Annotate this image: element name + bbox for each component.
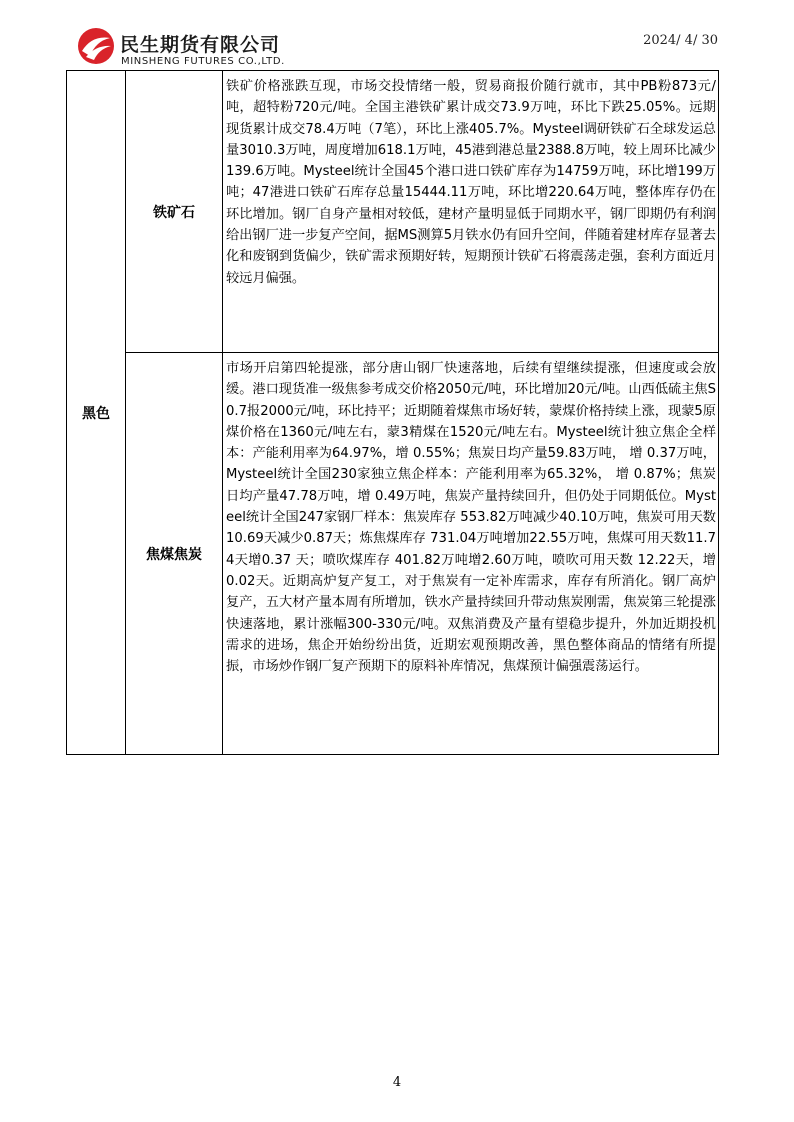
- company-name-en: MINSHENG FUTURES CO.,LTD.: [121, 56, 285, 67]
- page-number: 4: [392, 1075, 402, 1090]
- table-row: [67, 353, 719, 755]
- row-text-coking: 市场开启第四轮提涨，部分唐山钢厂快速落地，后续有望继续提涨，但速度或会放缓。港口现货准一级焦参考成交价格2050元/吨，环比增加20元/吨。山西低硫主焦S0.7报2000元/吨，环比持平；近期随着煤焦市场好转，蒙煤价格持续上涨，现蒙5原煤价格在1360元/吨左右，蒙3精煤在1520元/吨左右。Mysteel统计独立焦企全样本：产能利用率为64.97%，增 0.55%；焦炭日均产量59.83万吨， 增 0.37万吨，Mysteel统计全国230家独立焦企样本：产能利用率为65.32%， 增 0.87%；焦炭日均产量47.78万吨，增 0.49万吨，焦炭产量持续回升，但仍处于同期低位。Mysteel统计全国247家钢厂样本：焦炭库存 553.82万吨减少40.10万吨，焦炭可用天数 10.69天减少0.87天；炼焦煤库存 731.04万吨增加22.55万吨，焦煤可用天数11.74天增0.37 天；喷吹煤库存 401.82万吨增2.60万吨，喷吹可用天数 12.22天，增0.02天。近期高炉复产复工，对于焦炭有一定补库需求，库存有所消化。钢厂高炉复产，五大材产量本周有所增加，铁水产量持续回升带动焦炭刚需，焦炭第三轮提涨快速落地，累计涨幅300-330元/吨。双焦消费及产量有望稳步提升，外加近期投机需求的进场，焦企开始纷纷出货，近期宏观预期改善，黑色整体商品的情绪有所提振，市场炒作钢厂复产预期下的原料补库情况，焦煤预计偏强震荡运行。: [223, 353, 719, 755]
- company-name-cn: 民生期货有限公司: [120, 34, 281, 56]
- report-date: 2024/ 4/ 30: [643, 33, 718, 48]
- minsheng-logo-icon: [76, 26, 116, 66]
- commodity-table: [66, 70, 719, 755]
- row-label-coking: 焦煤焦炭: [126, 353, 223, 755]
- row-label-iron-ore: 铁矿石: [126, 71, 223, 353]
- page-header: [0, 0, 794, 72]
- table-row: [67, 71, 719, 353]
- row-text-iron-ore: 铁矿价格涨跌互现，市场交投情绪一般，贸易商报价随行就市，其中PB粉873元/吨，超特粉720元/吨。全国主港铁矿累计成交73.9万吨，环比下跌25.05%。远期现货累计成交78.4万吨（7笔），环比上涨405.7%。Mysteel调研铁矿石全球发运总量3010.3万吨，周度增加618.1万吨，45港到港总量2388.8万吨，较上周环比减少139.6万吨。Mysteel统计全国45个港口进口铁矿库存为14759万吨，环比增199万吨；47港进口铁矿石库存总量15444.11万吨，环比增220.64万吨，整体库存仍在环比增加。钢厂自身产量相对较低，建材产量明显低于同期水平，钢厂即期仍有利润给出钢厂进一步复产空间，据MS测算5月铁水仍有回升空间，伴随着建材库存显著去化和废钢到货偏少，铁矿需求预期好转，短期预计铁矿石将震荡走强，套利方面近月较远月偏强。: [223, 71, 719, 353]
- category-cell: 黑色: [67, 71, 126, 755]
